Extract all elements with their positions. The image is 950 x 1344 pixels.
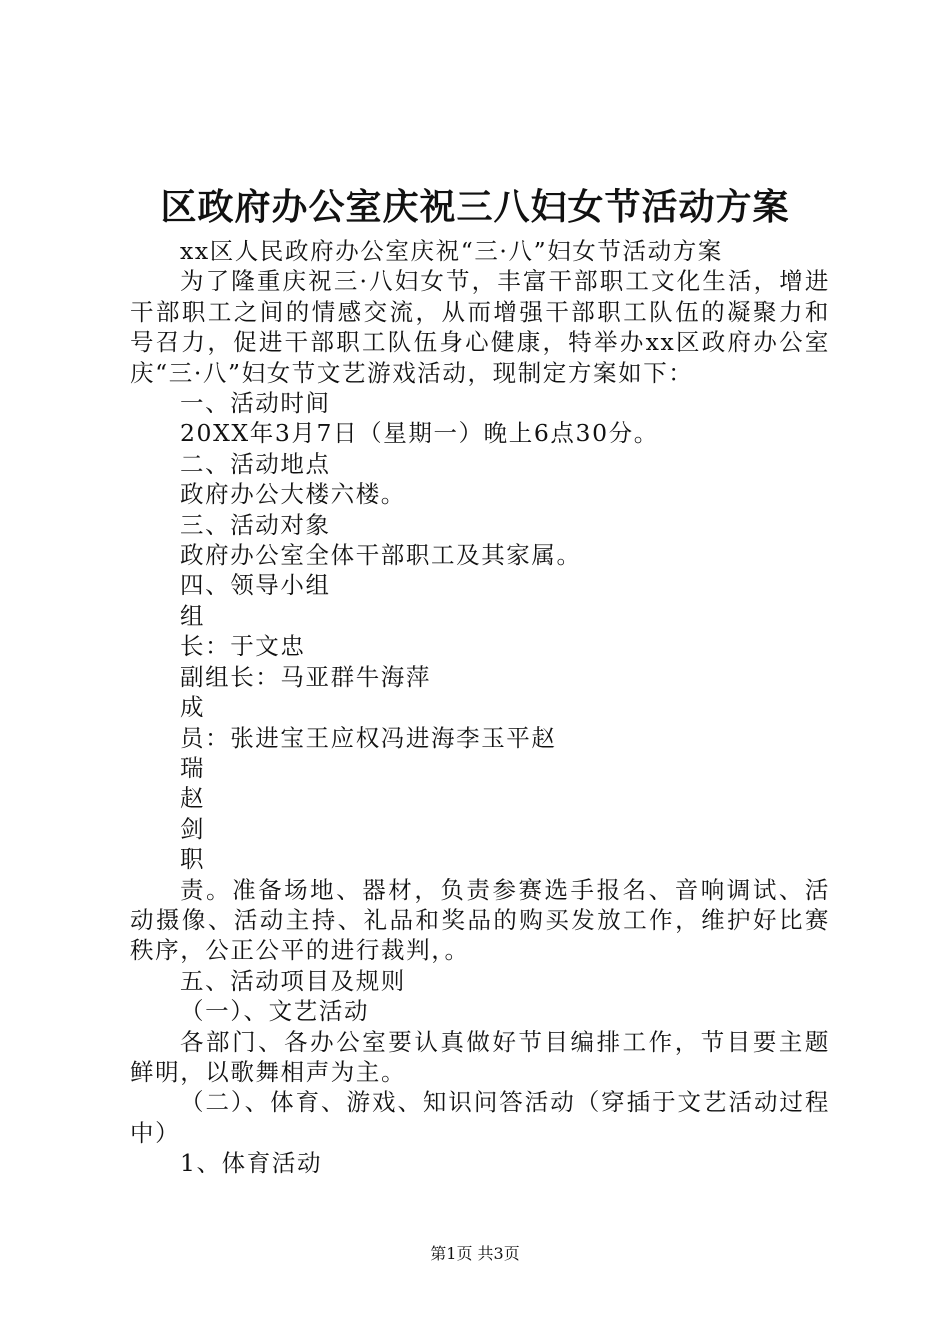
- paragraph-audience: 政府办公室全体干部职工及其家属。: [180, 541, 582, 570]
- paragraph-line: 赵: [180, 784, 206, 813]
- paragraph-time: 20XX年3月7日（星期一）晚上6点30分。: [180, 419, 659, 448]
- document-body: [130, 236, 830, 1179]
- paragraph-line: 成: [180, 693, 206, 722]
- section-heading-time: 一、活动时间: [180, 389, 331, 418]
- paragraph-line: 组: [180, 601, 206, 630]
- subsection-heading-sports: （二）、体育、游戏、知识问答活动（穿插于文艺活动过程中）: [130, 1088, 830, 1147]
- paragraph-members: 员：张进宝王应权冯进海李玉平赵: [180, 723, 557, 752]
- paragraph-deputy-leader: 副组长：马亚群牛海萍: [180, 662, 431, 691]
- section-heading-leadership: 四、领导小组: [180, 571, 331, 600]
- paragraph-line: 瑞: [180, 753, 206, 782]
- page-number: 第1页 共3页: [430, 1244, 520, 1263]
- paragraph-leader: 长：于文忠: [180, 632, 306, 661]
- section-heading-rules: 五、活动项目及规则: [180, 966, 406, 995]
- document-title: 区政府办公室庆祝三八妇女节活动方案: [160, 186, 790, 228]
- item-heading-sports: 1、体育活动: [180, 1149, 323, 1178]
- paragraph-location: 政府办公大楼六楼。: [180, 480, 406, 509]
- paragraph-line: 剑: [180, 814, 206, 843]
- paragraph-line: 职: [180, 845, 206, 874]
- paragraph-intro: 为了隆重庆祝三·八妇女节，丰富干部职工文化生活，增进干部职工之间的情感交流，从而增强干部职工队伍的凝聚力和号召力，促进干部职工队伍身心健康，特举办xx区政府办公室庆“三·八”妇女节文艺游戏活动，现制定方案如下：: [130, 267, 830, 387]
- paragraph-duties: 责。准备场地、器材，负责参赛选手报名、音响调试、活动摄像、活动主持、礼品和奖品的购买发放工作，维护好比赛秩序，公正公平的进行裁判，。: [130, 875, 830, 965]
- paragraph-arts: 各部门、各办公室要认真做好节目编排工作，节目要主题鲜明，以歌舞相声为主。: [130, 1027, 830, 1086]
- section-heading-location: 二、活动地点: [180, 449, 331, 478]
- subsection-heading-arts: （一）、文艺活动: [180, 997, 370, 1026]
- paragraph-subtitle: xx区人民政府办公室庆祝“三·八”妇女节活动方案: [180, 237, 723, 265]
- section-heading-audience: 三、活动对象: [180, 510, 331, 539]
